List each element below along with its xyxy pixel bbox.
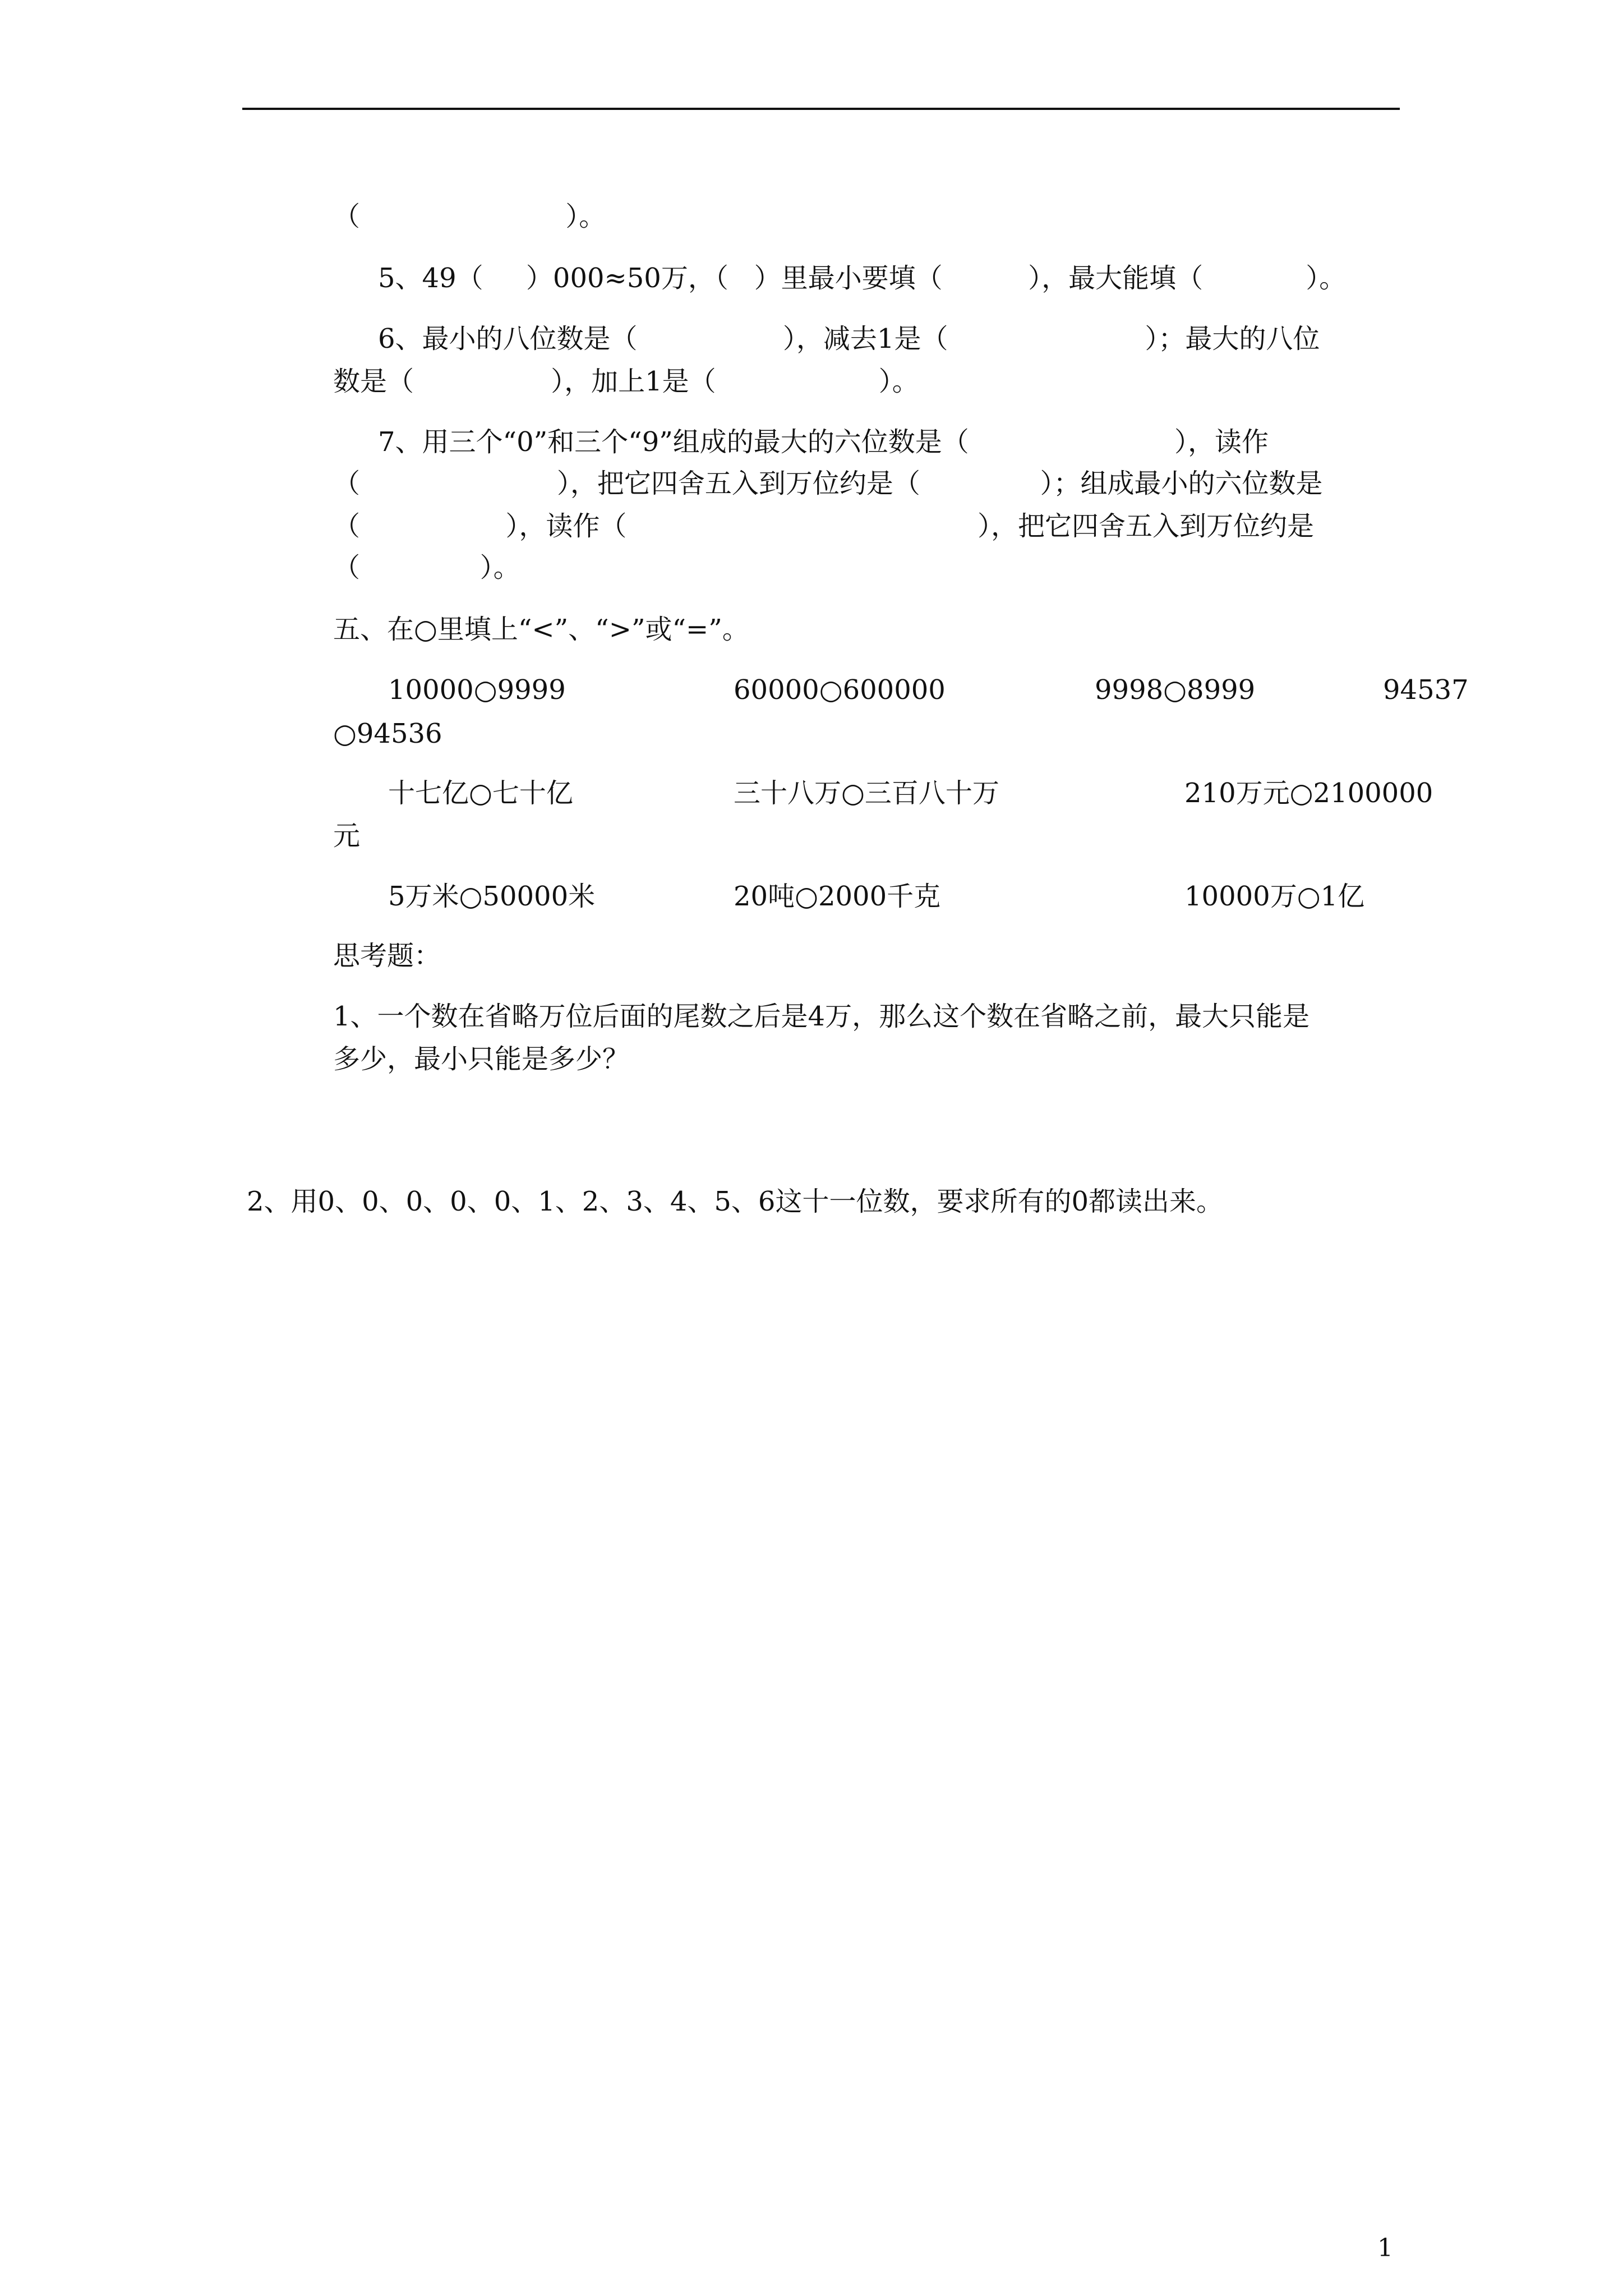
question-7-line-4: （ ）。 <box>333 552 520 583</box>
question-6-line-1: 6、最小的八位数是（ ），减去1是（ ）；最大的八位 <box>378 323 1320 355</box>
compare-item: 三十八万○三百八十万 <box>734 777 999 809</box>
question-7-line-1: 7、用三个“0”和三个“9”组成的最大的六位数是（ ），读作 <box>378 426 1269 458</box>
compare-item: 十七亿○七十亿 <box>388 777 573 809</box>
question-6-line-2: 数是（ ），加上1是（ ）。 <box>333 366 919 397</box>
compare-item: 60000○600000 <box>734 674 946 706</box>
compare-item: 20吨○2000千克 <box>734 881 941 912</box>
compare-item: 10000万○1亿 <box>1184 881 1365 912</box>
header-rule <box>242 108 1400 110</box>
section-5-title: 五、在○里填上“<”、“>”或“=”。 <box>333 614 749 645</box>
compare-item-wrap: 元 <box>333 820 361 852</box>
thinking-q1-line-2: 多少，最小只能是多少？ <box>333 1043 630 1075</box>
compare-item: 5万米○50000米 <box>388 881 596 912</box>
page-number: 1 <box>1377 2234 1393 2262</box>
question-7-line-3: （ ），读作（ ），把它四舍五入到万位约是 <box>333 510 1314 542</box>
compare-item: 94537 <box>1383 674 1469 706</box>
compare-item: 210万元○2100000 <box>1184 777 1433 809</box>
thinking-q2: 2、用0、0、0、0、0、1、2、3、4、5、6这十一位数，要求所有的0都读出来。 <box>247 1186 1224 1217</box>
thinking-q1-line-1: 1、一个数在省略万位后面的尾数之后是4万，那么这个数在省略之前，最大只能是 <box>333 1001 1310 1032</box>
question-7-line-2: （ ），把它四舍五入到万位约是（ ）；组成最小的六位数是 <box>333 468 1323 499</box>
thinking-title: 思考题： <box>333 940 441 972</box>
q4-tail-blank: （ ）。 <box>333 201 606 232</box>
question-5: 5、49（ ）000≈50万，（ ）里最小要填（ ），最大能填（ ）。 <box>378 263 1347 294</box>
compare-item-wrap: ○94536 <box>333 718 442 749</box>
compare-item: 10000○9999 <box>388 674 566 706</box>
compare-item: 9998○8999 <box>1095 674 1256 706</box>
